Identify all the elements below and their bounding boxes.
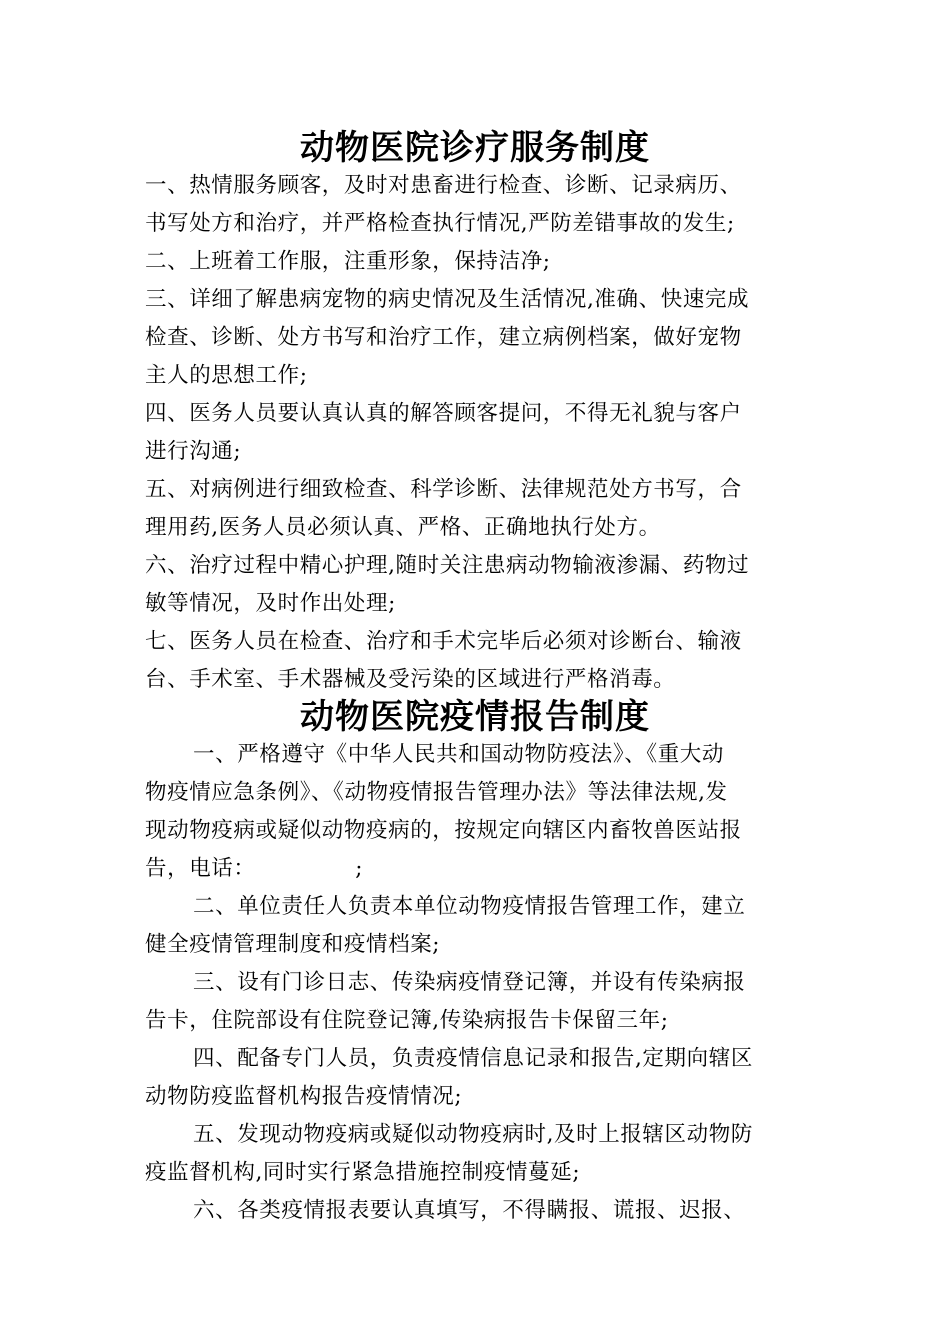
report-line-6: 健全疫情管理制度和疫情档案; <box>145 932 441 957</box>
service-line-9: 五、对病例进行细致检查、科学诊断、法律规范处方书写，合 <box>145 477 742 502</box>
service-line-6: 主人的思想工作; <box>145 363 308 388</box>
report-line-7: 三、设有门诊日志、传染病疫情登记簿，并设有传染病报 <box>193 970 746 995</box>
report-line-12: 疫监督机构,同时实行紧急措施控制疫情蔓延; <box>145 1160 581 1185</box>
service-line-2: 书写处方和治疗，并严格检查执行情况,严防差错事故的发生; <box>145 211 735 236</box>
report-line-10: 动物防疫监督机构报告疫情情况; <box>145 1084 463 1109</box>
service-line-14: 台、手术室、手术器械及受污染的区域进行严格消毒。 <box>145 667 676 692</box>
service-line-12: 敏等情况，及时作出处理; <box>145 591 396 616</box>
service-line-3: 二、上班着工作服，注重形象，保持洁净; <box>145 249 551 274</box>
service-line-10: 理用药,医务人员必须认真、严格、正确地执行处方。 <box>145 515 661 540</box>
service-line-13: 七、医务人员在检查、治疗和手术完毕后必须对诊断台、输液 <box>145 629 742 654</box>
report-line-3: 现动物疫病或疑似动物疫病的，按规定向辖区内畜牧兽医站报 <box>145 818 742 843</box>
report-line-2: 物疫情应急条例》、《动物疫情报告管理办法》等法律法规,发 <box>145 780 728 805</box>
report-line-13: 六、各类疫情报表要认真填写，不得瞒报、谎报、迟报、 <box>193 1198 746 1223</box>
title-service-system: 动物医院诊疗服务制度 <box>300 128 650 168</box>
service-line-1: 一、热情服务顾客，及时对患畜进行检查、诊断、记录病历、 <box>145 173 742 198</box>
service-line-5: 检查、诊断、处方书写和治疗工作，建立病例档案，做好宠物 <box>145 325 742 350</box>
service-line-4: 三、详细了解患病宠物的病史情况及生活情况,准确、快速完成 <box>145 287 750 312</box>
report-line-4: 告，电话： ; <box>145 856 364 881</box>
report-line-1: 一、严格遵守《中华人民共和国动物防疫法》、《重大动 <box>193 742 725 767</box>
service-line-8: 进行沟通; <box>145 439 242 464</box>
title-epidemic-report-system: 动物医院疫情报告制度 <box>300 697 650 737</box>
service-line-7: 四、医务人员要认真认真的解答顾客提问，不得无礼貌与客户 <box>145 401 742 426</box>
report-line-9: 四、配备专门人员，负责疫情信息记录和报告,定期向辖区 <box>193 1046 753 1071</box>
report-line-11: 五、发现动物疫病或疑似动物疫病时,及时上报辖区动物防 <box>193 1122 753 1147</box>
report-line-8: 告卡，住院部设有住院登记簿,传染病报告卡保留三年; <box>145 1008 669 1033</box>
report-line-5: 二、单位责任人负责本单位动物疫情报告管理工作，建立 <box>193 894 746 919</box>
service-line-11: 六、治疗过程中精心护理,随时关注患病动物输液渗漏、药物过 <box>145 553 750 578</box>
